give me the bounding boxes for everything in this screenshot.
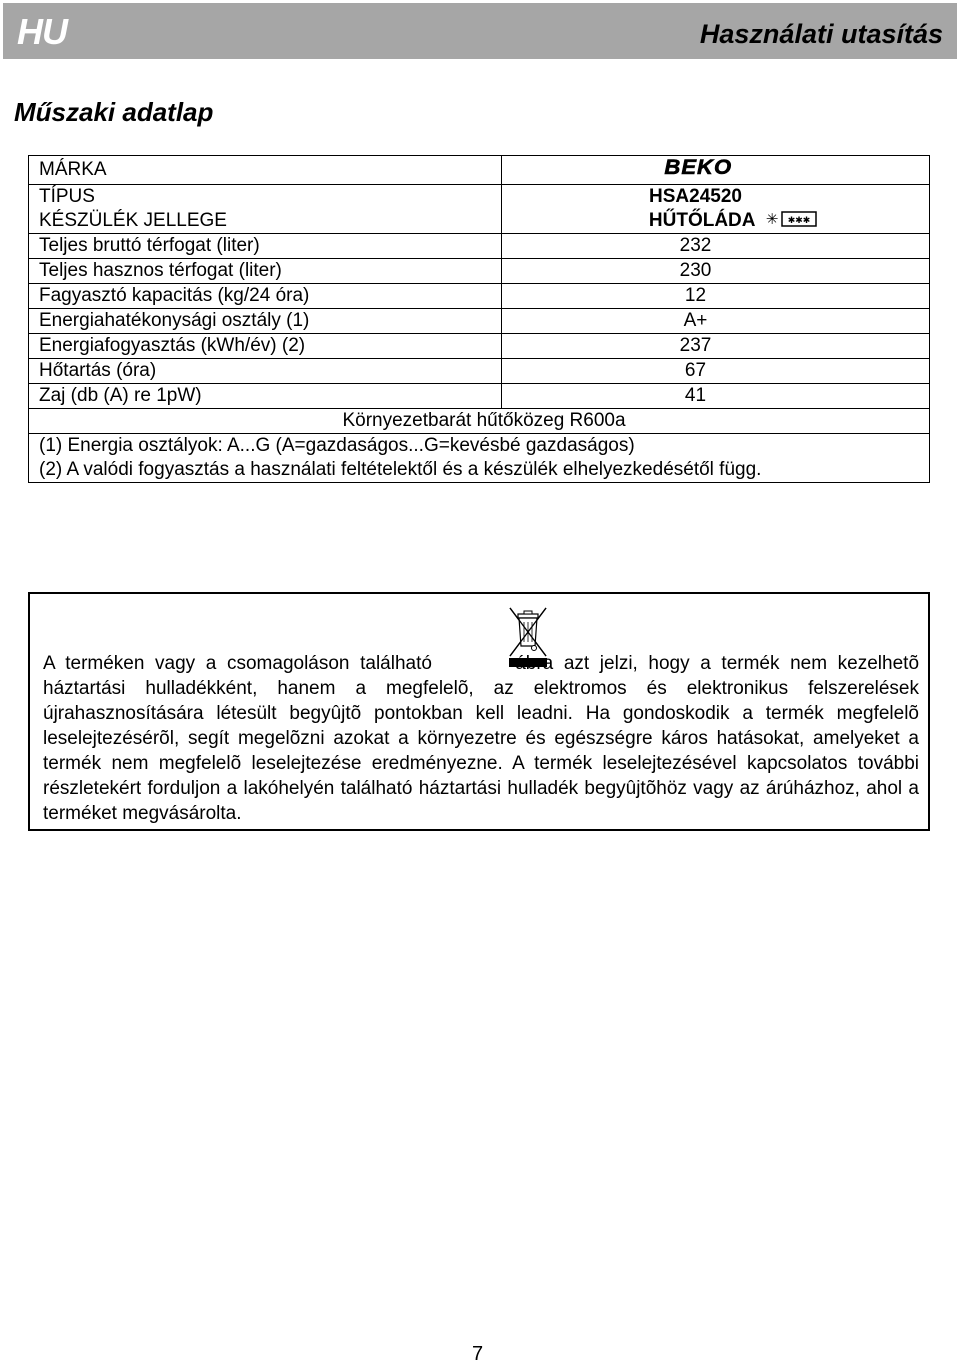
page-header — [3, 3, 957, 59]
svg-text:✱✱✱: ✱✱✱ — [787, 216, 811, 226]
manual-title: Használati utasítás — [699, 19, 943, 49]
spec-value: A+ — [502, 309, 930, 334]
spec-value: 67 — [502, 359, 930, 384]
beko-logo-image — [650, 157, 742, 177]
spec-label: Fagyasztó kapacitás (kg/24 óra) — [29, 284, 502, 309]
table-row — [29, 359, 930, 384]
disposal-text — [43, 651, 919, 826]
disposal-notice — [28, 592, 930, 831]
table-row — [29, 458, 930, 483]
table-row — [29, 209, 930, 234]
spec-label: Zaj (db (A) re 1pW) — [29, 384, 502, 409]
spec-label: Teljes hasznos térfogat (liter) — [29, 259, 502, 284]
svg-text:BEKO: BEKO — [663, 156, 732, 177]
device-value: HŰTŐLÁDA ✳ ✱✱✱ — [502, 209, 930, 234]
disposal-text-start: A terméken vagy a csomagoláson található — [43, 653, 432, 674]
spec-value: 230 — [502, 259, 930, 284]
page-number: 7 — [472, 1343, 484, 1365]
spec-label: Hőtartás (óra) — [29, 359, 502, 384]
section-title: Műszaki adatlap — [14, 97, 214, 127]
table-row — [29, 284, 930, 309]
svg-text:✳: ✳ — [765, 210, 779, 228]
table-row — [29, 156, 930, 185]
table-row — [29, 409, 930, 434]
spec-value: 237 — [502, 334, 930, 359]
disposal-text-rest: ábra azt jelzi, hogy a termék nem kezelhetõ háztartási hulladékként, hanem a megfelelõ, az elektromos és elektronikus felszerelések újrahasznosítására létesült begyûjtõ pontokban kell leadni. Ha gondoskodik a termék megfelelõ leselejtezésérõl, segít megelõzni azokat a környezetre és egészségre káros hatásokat, amelyeket a termék nem megfelelõ leselejtezése eredményezne. A termék leselejtezésével kapcsolatos további részletekért forduljon a lakóhelyén található háztartási hulladék begyûjtõhöz vagy az árúházhoz, ahol a terméket megvásárolta. — [43, 653, 920, 824]
spec-value: 12 — [502, 284, 930, 309]
table-row — [29, 434, 930, 459]
footnote-2: (2) A valódi fogyasztás a használati feltételektől és a készülék elhelyezkedésétől függ. — [29, 458, 930, 483]
spec-label: Teljes bruttó térfogat (liter) — [29, 234, 502, 259]
four-star-freezer-icon — [764, 210, 818, 228]
spec-table — [28, 155, 930, 483]
spec-value: 41 — [502, 384, 930, 409]
table-row — [29, 309, 930, 334]
refrigerant-note: Környezetbarát hűtőközeg R600a — [29, 409, 930, 434]
brand-value — [502, 156, 930, 185]
type-value: HSA24520 — [502, 185, 930, 210]
device-label: KÉSZÜLÉK JELLEGE — [29, 209, 502, 234]
spec-label: Energiahatékonysági osztály (1) — [29, 309, 502, 334]
spec-label: Energiafogyasztás (kWh/év) (2) — [29, 334, 502, 359]
table-row — [29, 259, 930, 284]
language-code: HU — [17, 11, 67, 52]
table-row — [29, 234, 930, 259]
brand-label: MÁRKA — [29, 156, 502, 185]
spec-value: 232 — [502, 234, 930, 259]
footnote-1: (1) Energia osztályok: A...G (A=gazdaságos...G=kevésbé gazdaságos) — [29, 434, 930, 459]
table-row — [29, 334, 930, 359]
table-row — [29, 384, 930, 409]
beko-logo — [650, 157, 742, 184]
table-row — [29, 185, 930, 210]
type-label: TÍPUS — [29, 185, 502, 210]
